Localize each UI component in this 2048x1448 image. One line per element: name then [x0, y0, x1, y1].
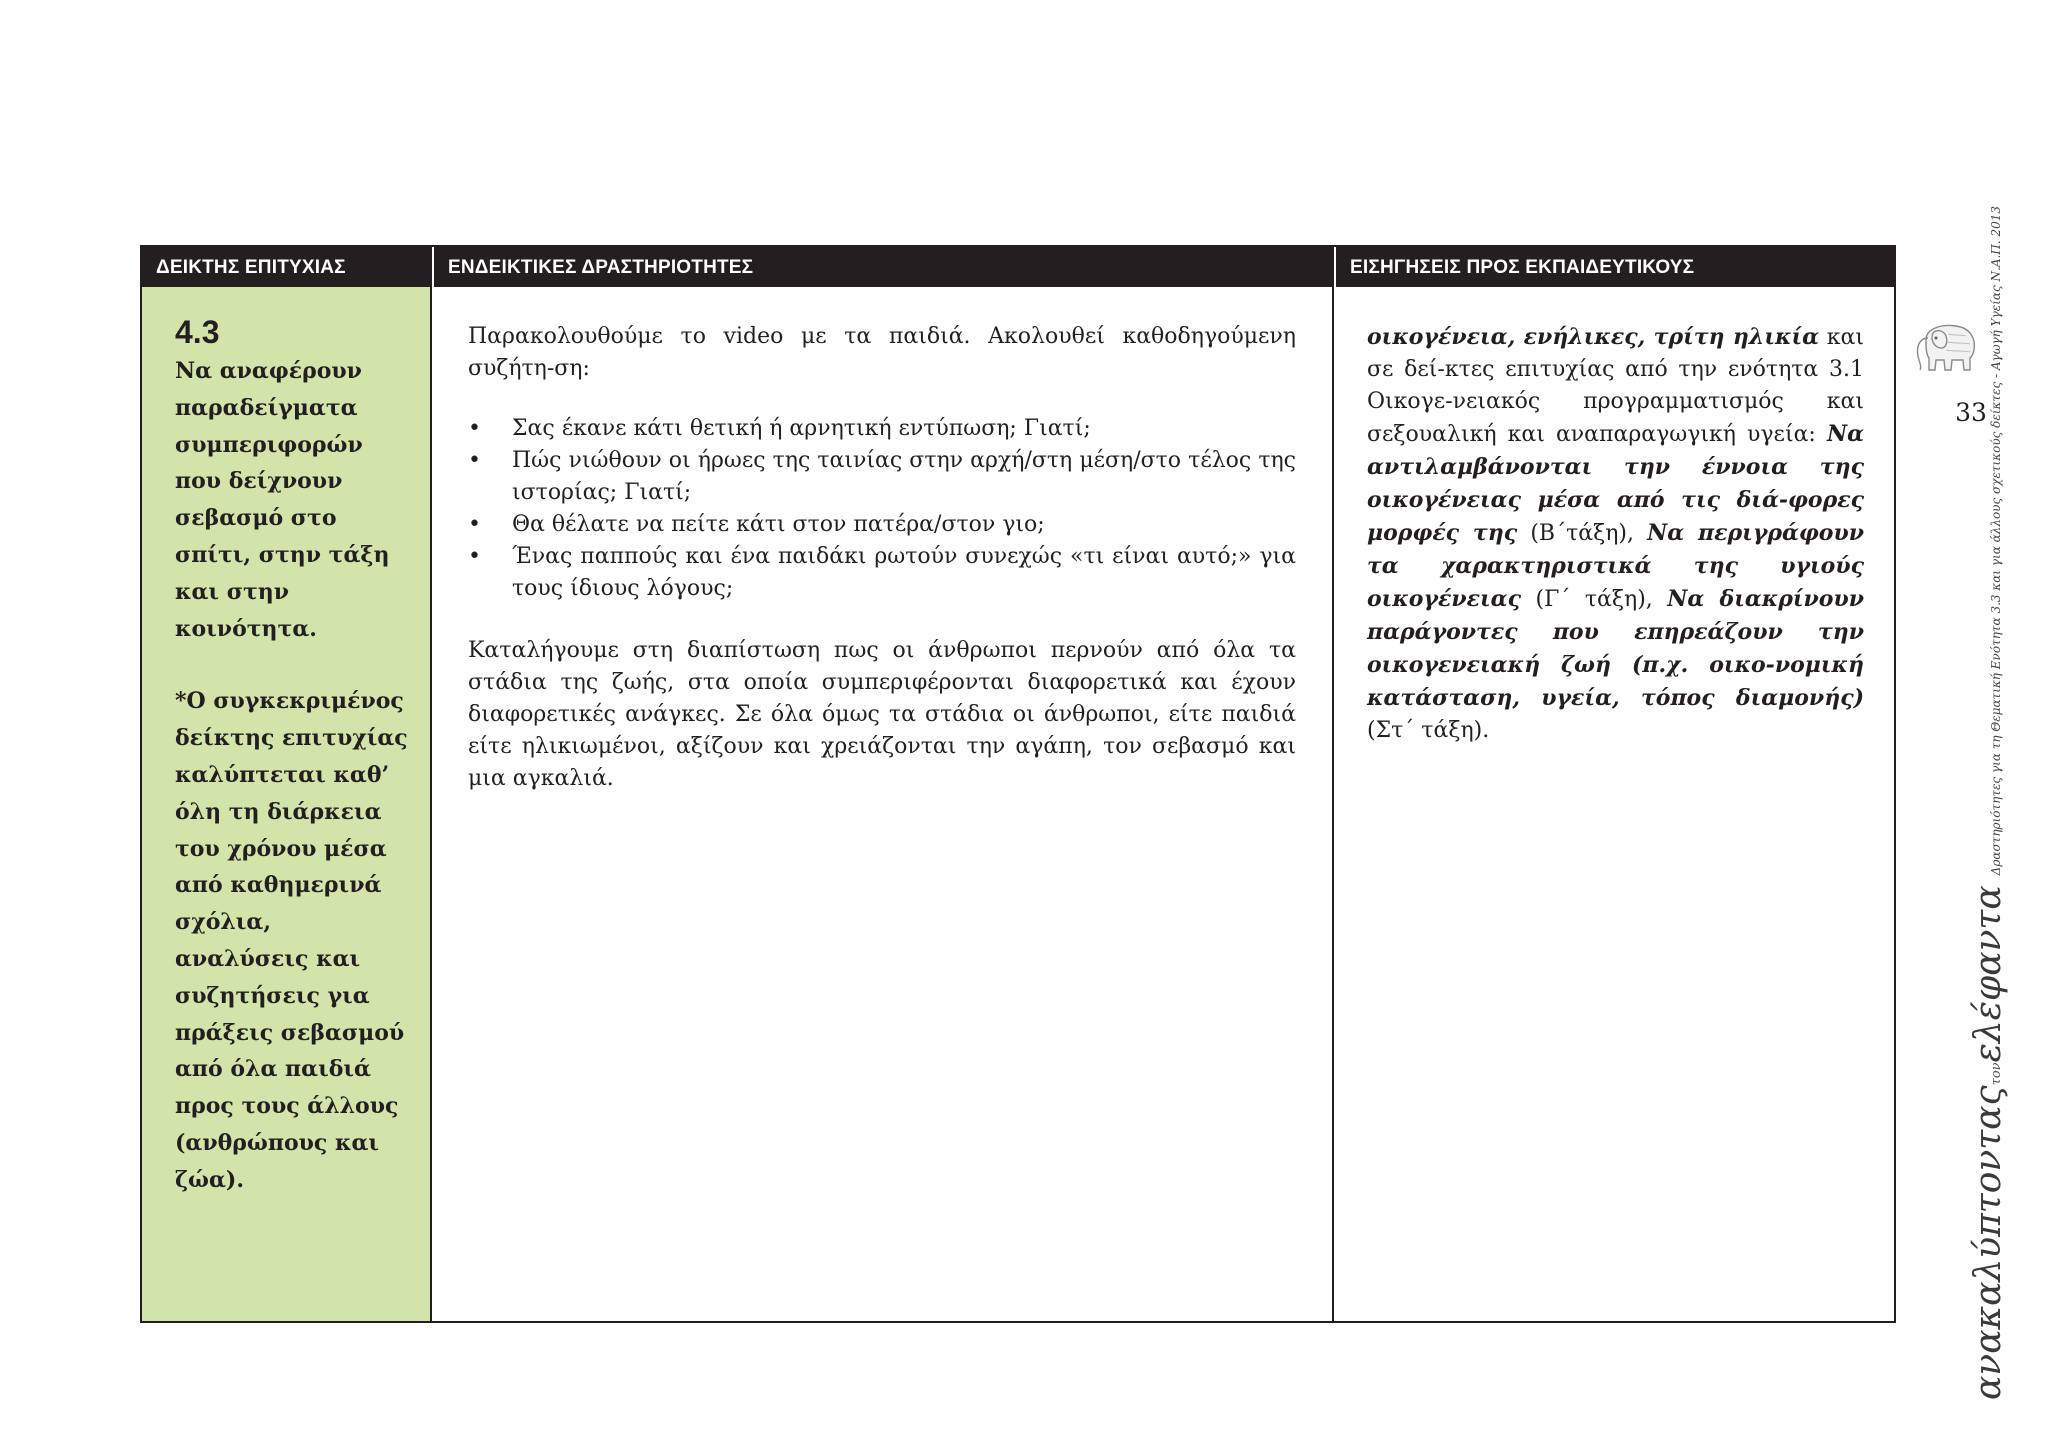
suggestion-text: και σε δεί-κτες επιτυχίας από την ενότητα 3.1 Οικογε-νειακός προγραμματισμός και σεξουαλική και αναπαραγωγική υγεία: — [1367, 325, 1864, 447]
list-item: • Θα θέλατε να πείτε κάτι στον πατέρα/στον γιο; — [468, 509, 1296, 541]
suggestion-indicator: Να αντιλαμβάνονται την έννοια της οικογένειας μέσα από τις διά-φορες μορφές της — [1367, 421, 1864, 546]
indicator-text: Να αναφέρουν παραδείγματα συμπεριφορών που δείχνουν σεβασμό στο σπίτι, στην τάξη και στην κοινότητα. — [175, 358, 390, 642]
header-activities: ΕΝΔΕΙΚΤΙΚΕΣ ΔΡΑΣΤΗΡΙΟΤΗΤΕΣ — [432, 247, 1334, 287]
suggestion-grade: (Γ΄ τάξη), — [1521, 587, 1668, 612]
page-number: 33 — [1955, 398, 1987, 427]
activities-intro: Παρακολουθούμε το video με τα παιδιά. Ακολουθεί καθοδηγούμενη συζήτη-ση: — [468, 324, 1296, 381]
elephant-icon — [1912, 318, 1982, 376]
suggestions-column — [1334, 287, 1894, 1321]
header-success-indicator: ΔΕΙΚΤΗΣ ΕΠΙΤΥΧΙΑΣ — [156, 257, 346, 278]
suggestion-grade: (Στ΄ τάξη). — [1367, 718, 1490, 743]
curriculum-table — [140, 245, 1896, 1323]
list-item: • Σας έκανε κάτι θετική ή αρνητική εντύπωση; Γιατί; — [468, 413, 1296, 445]
suggestion-keywords: οικογένεια, ενήλικες, τρίτη ηλικία — [1367, 324, 1820, 350]
list-item: • Ένας παππούς και ένα παιδάκι ρωτούν συνεχώς «τι είναι αυτό;» για τους ίδιους λόγους; — [468, 541, 1296, 605]
suggestions-text — [1367, 321, 1864, 747]
indicator-column — [142, 287, 432, 1321]
table-header — [142, 247, 1894, 287]
list-item: • Πώς νιώθουν οι ήρωες της ταινίας στην αρχή/στη μέση/στο τέλος της ιστορίας; Γιατί; — [468, 445, 1296, 509]
activities-conclusion: Καταλήγουμε στη διαπίστωση πως οι άνθρωποι περνούν από όλα τα στάδια της ζωής, στα οποία συμπεριφέρονται διαφορετικά και έχουν διαφορετικές ανάγκες. Σε όλα όμως τα στάδια οι άνθρωποι, είτε παιδιά είτε ηλικιωμένοι, αξίζουν και χρειάζονται την αγάπη, τον σεβασμό και μια αγκαλιά. — [468, 638, 1296, 791]
suggestion-grade: (Β΄τάξη), — [1517, 521, 1648, 546]
side-running-title — [1968, 206, 2028, 1400]
brand-title-small: τον — [1989, 1062, 2004, 1086]
running-subtitle: Δραστηριότητες για τη Θεματική Ενότητα 3.3 και για άλλους σχετικούς δείκτες - Αγωγή Υγείας Ν.Α.Π. 2013 — [1989, 206, 2003, 876]
suggestion-indicator: Να περιγράφουν τα χαρακτηριστικά της υγιούς οικογένειας — [1367, 520, 1865, 612]
brand-title-part1: ανακαλύπτοντας — [1968, 1085, 2009, 1400]
indicator-note: *Ο συγκεκριμένος δείκτης επιτυχίας καλύπτεται καθ’ όλη τη διάρκεια του χρόνου μέσα από καθημερινά σχόλια, αναλύσεις και συζητήσεις για πράξεις σεβασμού από όλα παιδιά προς τους άλλους (ανθρώπους και ζώα). — [175, 688, 408, 1193]
indicator-number: 4.3 — [175, 314, 220, 350]
brand-title-part2: ελέφαντα — [1968, 885, 2009, 1063]
suggestion-indicator: Να διακρίνουν παράγοντες που επηρεάζουν την οικογενειακή ζωή (π.χ. οικο-νομική κατάσταση, υγεία, τόπος διαμονής) — [1367, 586, 1864, 711]
header-suggestions: ΕΙΣΗΓΗΣΕΙΣ ΠΡΟΣ ΕΚΠΑΙΔΕΥΤΙΚΟΥΣ — [1334, 247, 1896, 287]
activities-column — [432, 287, 1334, 1321]
activities-question-list — [468, 413, 1296, 605]
